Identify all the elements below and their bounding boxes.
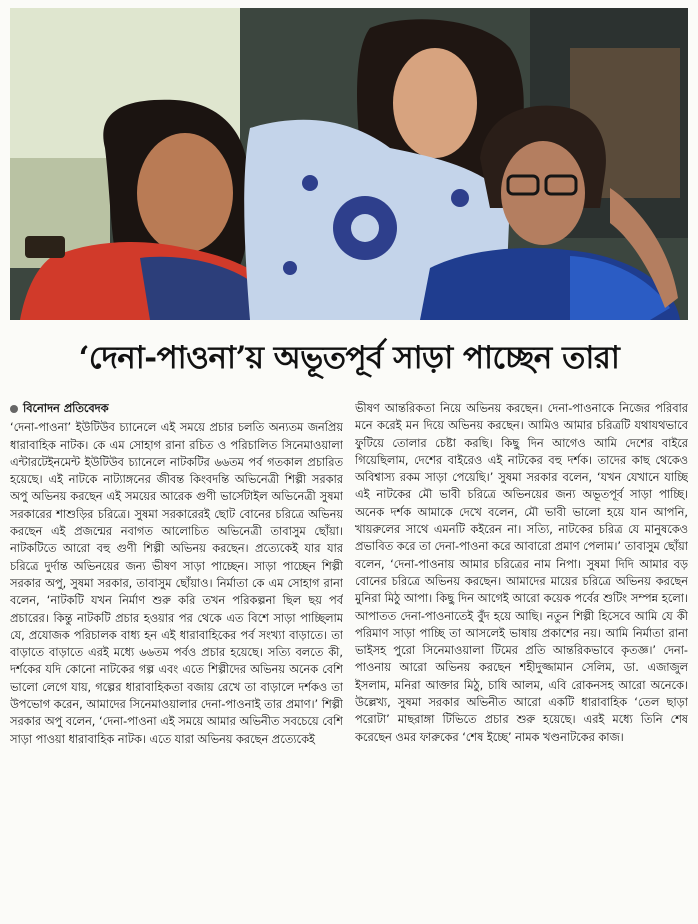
article-headline: ‘দেনা-পাওনা’য় অভূতপূর্ব সাড়া পাচ্ছেন তারা xyxy=(78,340,620,376)
text-column-left xyxy=(10,400,343,918)
bullet-icon xyxy=(10,405,18,413)
photo-of-three-actresses-icon xyxy=(10,8,688,320)
column-1-text: ‘দেনা-পাওনা’ ইউটিউব চ্যানেলে এই সময়ে প্রচার চলতি অন্যতম জনপ্রিয় ধারাবাহিক নাটক। কে এম সোহাগ রানা রচিত ও পরিচালিত সিনেমাওয়ালা এন্টারটেইনমেন্ট ইউটিউব চ্যানেলে নাটকটির ৬৬তম পর্ব গতকাল প্রচারিত হয়েছে। এই নাটকে নাট্যাঙ্গনের জীবন্ত কিংবদন্তি অভিনেত্রী শিল্পী সরকার অপু অভিনয় করছেন এই সময়ের আরেক গুণী ভার্সেটাইল অভিনেত্রী সুষমা সরকারের শাশুড়ির চরিত্রে। সুষমা সরকারেরই ছোট বোনের চরিত্রে অভিনয় করছেন এই প্রজন্মের নবাগত আলোচিত অভিনেত্রী তাবাসুম ছোঁয়া। নাটকটিতে আরো বহু গুণী শিল্পী অভিনয় করছেন। প্রত্যেকেই যার যার চরিত্রে দুর্দান্ত অভিনয়ের জন্য ভীষণ সাড়া পাচ্ছেন। সাড়া পাচ্ছেন শিল্পী সরকার অপু, সুষমা সরকার, তাবাসুম ছোঁয়াও। নির্মাতা কে এম সোহাগ রানা বলেন, ‘নাটকটি যখন নির্মাণ শুরু করি তখন পরিকল্পনা ছিল ছয় পর্ব প্রচারের। কিন্তু নাটকটি প্রচার হওয়ার পর থেকে এত বিশে সাড়া পাচ্ছিলাম যে, প্রযোজক পরিচালক বাধ্য হন এই ধারাবাহিকের পর্ব সংখ্যা বাড়াতে। তা বাড়াতে বাড়াতে এরই মধ্যে ৬৬তম পর্বও প্রচার হয়েছে। সত্যি বলতে কী, দর্শকের যদি কোনো নাটকের গল্প এবং এতে শিল্পীদের অভিনয় অনেক বেশি ভালো লেগে যায়, গল্পের ধারাবাহিকতা বজায় রেখে তা বাড়ালে দর্শকও তা উপভোগ করেন, আমাদের সিনেমাওয়ালার দেনা-পাওনাই তার প্রমাণ।’ শিল্পী সরকার অপু বলেন, ‘দেনা-পাওনা এই সময়ে আমার অভিনীত সবচেয়ে বেশি সাড়া পাওয়া ধারাবাহিক নাটক। এতে যারা অভিনয় করছেন প্রত্যেকেই xyxy=(10,421,343,746)
column-2-text: ভীষণ আন্তরিকতা নিয়ে অভিনয় করছেন। দেনা-পাওনাকে নিজের পরিবার মনে করেই মন দিয়ে অভিনয় করছেন। আমিও আমার চরিত্রটি যথাযথভাবে ফুটিয়ে তোলার চেষ্টা করছি। কিছু দিন আগেও আমি দেশের বাইরে গিয়েছিলাম, দেশের বাইরেও এই নাটকের বহু দর্শক। তাদের কাছ থেকেও অবিশ্বাস্য রকম সাড়া পেয়েছি।’ সুষমা সরকার বলেন, ‘যখন যেখানে যাচ্ছি এই নাটকের মৌ ভাবী চরিত্রে অভিনয়ের জন্য অভূতপূর্ব সাড়া পাচ্ছি। অনেক দর্শক আমাকে দেখে বলেন, মৌ ভাবী ভালো হয়ে যান আপনি, খায়রুলের সাথে এমনটি কইরেন না। সত্যি, নাটকের চরিত্র যে মানুষকেও প্রভাবিত করে তা দেনা-পাওনা করে আবারো প্রমাণ পেলাম।’ তাবাসুম ছোঁয়া বলেন, ‘দেনা-পাওনায় আমার চরিত্রের নাম নিপা। সুষমা দিদি আমার বড় বোনের চরিত্রে অভিনয় করছেন। আমাদের মায়ের চরিত্রে অভিনয় করছেন মুনিরা মিঠু আপা। কিছু দিন আগেই আরো কয়েক পর্বের শুটিং সম্পন্ন হলো। আপাতত দেনা-পাওনাতেই বুঁদ হয়ে আছি। নতুন শিল্পী হিসেবে আমি যে কী পরিমাণ সাড়া পাচ্ছি তা আসলেই ভাষায় প্রকাশের নয়। আমি নির্মাতা রানা ভাইসহ পুরো সিনেমাওয়ালা টিমের প্রতি আন্তরিকভাবে কৃতজ্ঞ।’ দেনা-পাওনায় আরো অভিনয় করছেন শহীদুজ্জামান সেলিম, ডা. এজাজুল ইসলাম, মনিরা আক্তার মিঠু, চাষি আলম, এবি রোকনসহ আরো অনেকে। উল্লেখ্য, সুষমা সরকার অভিনীত আরো একটি ধারাবাহিক ‘তেল ছাড়া পরোটা’ মাছরাঙ্গা টিভিতে প্রচার শুরু হয়েছে। এরই মধ্যে তিনি শেষ করেছেন ওমর ফারুকের ‘শেষ ইচ্ছে’ নামক খণ্ডনাটকের কাজ। xyxy=(355,402,688,744)
text-column-right xyxy=(355,400,688,918)
byline-text: বিনোদন প্রতিবেদক xyxy=(23,402,109,415)
article-photo xyxy=(10,8,688,320)
byline xyxy=(10,400,343,417)
article-body xyxy=(10,400,688,918)
